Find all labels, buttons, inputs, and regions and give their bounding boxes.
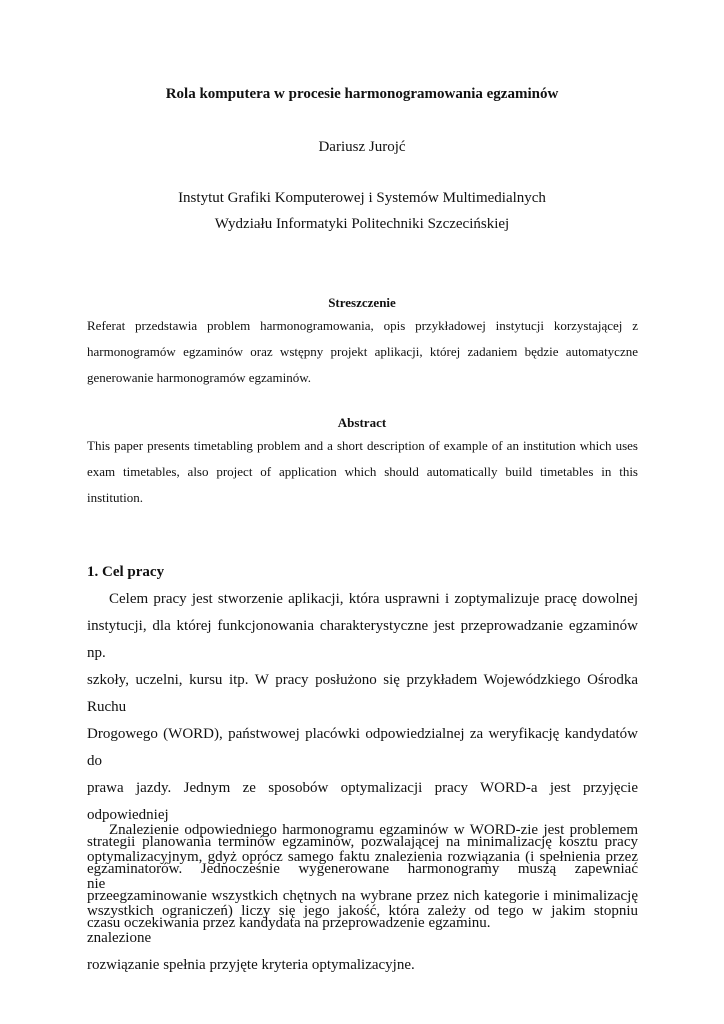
paragraph-line: czasu oczekiwania przez kandydata na przeprowadzenie egzaminu. (87, 915, 491, 931)
streszczenie-line: generowanie harmonogramów egzaminów. (87, 370, 312, 385)
abstract-body (87, 433, 638, 511)
streszczenie-line: Referat przedstawia problem harmonogramowania, opis przykładowej instytucji korzystającej z (87, 318, 638, 333)
paragraph-line: prawa jazdy. Jednym ze sposobów optymalizacji pracy WORD-a jest przyjęcie odpowiedniej (87, 780, 638, 823)
paragraph-line: egzaminatorów. Jednocześnie wygenerowane harmonogramy muszą zapewniać (87, 861, 638, 877)
paragraph-line: rozwiązanie spełnia przyjęte kryteria optymalizacyjne. (87, 957, 415, 973)
author-name: Dariusz Jurojć (318, 139, 406, 155)
paragraph-line: instytucji, dla której funkcjonowania charakterystyczne jest przeprowadzanie egzaminów np. (87, 618, 638, 661)
paragraph-line: strategii planowania terminów egzaminów, pozwalającej na minimalizację kosztu pracy (87, 834, 638, 850)
abstract-line: exam timetables, also project of application which should automatically build timetables in this (87, 464, 638, 479)
paragraph-line: wszystkich ograniczeń) liczy się jego jakość, która zależy od tego w jakim stopniu znalezione (87, 903, 638, 946)
abstract-line: This paper presents timetabling problem and a short description of example of an institution which uses (87, 438, 638, 453)
section-paragraph-2 (87, 817, 638, 979)
abstract-heading: Abstract (337, 415, 387, 430)
paragraph-line: przeegzaminowanie wszystkich chętnych na wybrane przez nich kategorie i minimalizację (87, 888, 638, 904)
affiliation-line-2: Wydziału Informatyki Politechniki Szczecińskiej (214, 216, 510, 232)
streszczenie-line: harmonogramów egzaminów oraz wstępny projekt aplikacji, której zadaniem będzie automatyczne (87, 344, 638, 359)
paragraph-line: szkoły, uczelni, kursu itp. W pracy posłużono się przykładem Wojewódzkiego Ośrodka Ruchu (87, 672, 638, 715)
paper-title: Rola komputera w procesie harmonogramowania egzaminów (165, 86, 559, 102)
streszczenie-heading: Streszczenie (328, 295, 396, 310)
paragraph-line: Drogowego (WORD), państwowej placówki odpowiedzialnej za weryfikację kandydatów do (87, 726, 638, 769)
paragraph-line: Znalezienie odpowiedniego harmonogramu egzaminów w WORD-zie jest problemem (109, 822, 638, 838)
section-heading: 1. Cel pracy (87, 564, 165, 580)
streszczenie-body (87, 313, 638, 391)
paragraph-line: optymalizacyjnym, gdyż oprócz samego faktu znalezienia rozwiązania (i spełnienia przez nie (87, 849, 638, 892)
affiliation-line-1: Instytut Grafiki Komputerowej i Systemów Multimedialnych (178, 190, 546, 206)
paragraph-line: Celem pracy jest stworzenie aplikacji, która usprawni i zoptymalizuje pracę dowolnej (109, 591, 638, 607)
abstract-line: institution. (87, 490, 143, 505)
